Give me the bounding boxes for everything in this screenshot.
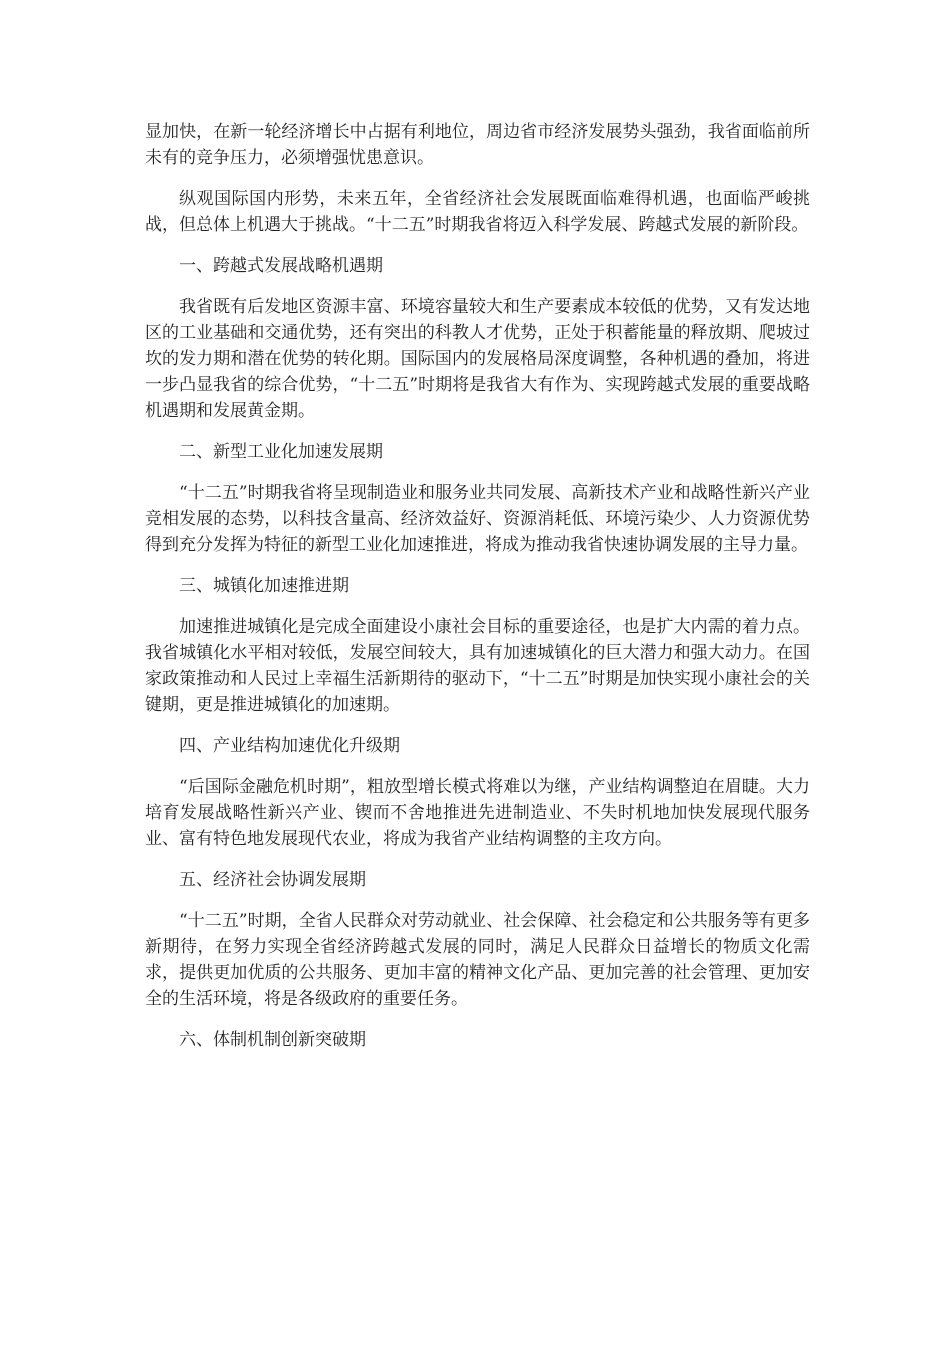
paragraph-continuation: 显加快，在新一轮经济增长中占据有利地位，周边省市经济发展势头强劲，我省面临前所未有的竞争压力，必须增强忧患意识。 xyxy=(145,122,810,168)
paragraph-section-3: 加速推进城镇化是完成全面建设小康社会目标的重要途径，也是扩大内需的着力点。我省城镇化水平相对较低，发展空间较大，具有加速城镇化的巨大潜力和强大动力。在国家政策推动和人民过上幸福生活新期待的驱动下，“十二五”时期是加快实现小康社会的关键期，更是推进城镇化的加速期。 xyxy=(145,617,810,715)
paragraph-outlook: 纵观国际国内形势，未来五年，全省经济社会发展既面临难得机遇，也面临严峻挑战，但总体上机遇大于挑战。“十二五”时期我省将迈入科学发展、跨越式发展的新阶段。 xyxy=(145,189,810,235)
paragraph-section-2: “十二五”时期我省将呈现制造业和服务业共同发展、高新技术产业和战略性新兴产业竞相发展的态势，以科技含量高、经济效益好、资源消耗低、环境污染少、人力资源优势得到充分发挥为特征的新型工业化加速推进，将成为推动我省快速协调发展的主导力量。 xyxy=(145,483,810,555)
heading-section-3: 三、城镇化加速推进期 xyxy=(179,576,349,596)
heading-section-5: 五、经济社会协调发展期 xyxy=(179,870,366,890)
paragraph-section-5: “十二五”时期，全省人民群众对劳动就业、社会保障、社会稳定和公共服务等有更多新期待，在努力实现全省经济跨越式发展的同时，满足人民群众日益增长的物质文化需求，提供更加优质的公共服务、更加丰富的精神文化产品、更加完善的社会管理、更加安全的生活环境，将是各级政府的重要任务。 xyxy=(145,911,810,1009)
heading-section-6: 六、体制机制创新突破期 xyxy=(179,1030,366,1050)
document-page xyxy=(145,119,810,1068)
heading-section-4: 四、产业结构加速优化升级期 xyxy=(179,736,400,756)
paragraph-section-4: “后国际金融危机时期”，粗放型增长模式将难以为继，产业结构调整迫在眉睫。大力培育发展战略性新兴产业、锲而不舍地推进先进制造业、不失时机地加快发展现代服务业、富有特色地发展现代农业，将成为我省产业结构调整的主攻方向。 xyxy=(145,777,810,849)
heading-section-1: 一、跨越式发展战略机遇期 xyxy=(179,256,383,276)
paragraph-section-1: 我省既有后发地区资源丰富、环境容量较大和生产要素成本较低的优势，又有发达地区的工业基础和交通优势，还有突出的科教人才优势，正处于积蓄能量的释放期、爬坡过坎的发力期和潜在优势的转化期。国际国内的发展格局深度调整，各种机遇的叠加，将进一步凸显我省的综合优势，“十二五”时期将是我省大有作为、实现跨越式发展的重要战略机遇期和发展黄金期。 xyxy=(145,297,810,421)
heading-section-2: 二、新型工业化加速发展期 xyxy=(179,442,383,462)
